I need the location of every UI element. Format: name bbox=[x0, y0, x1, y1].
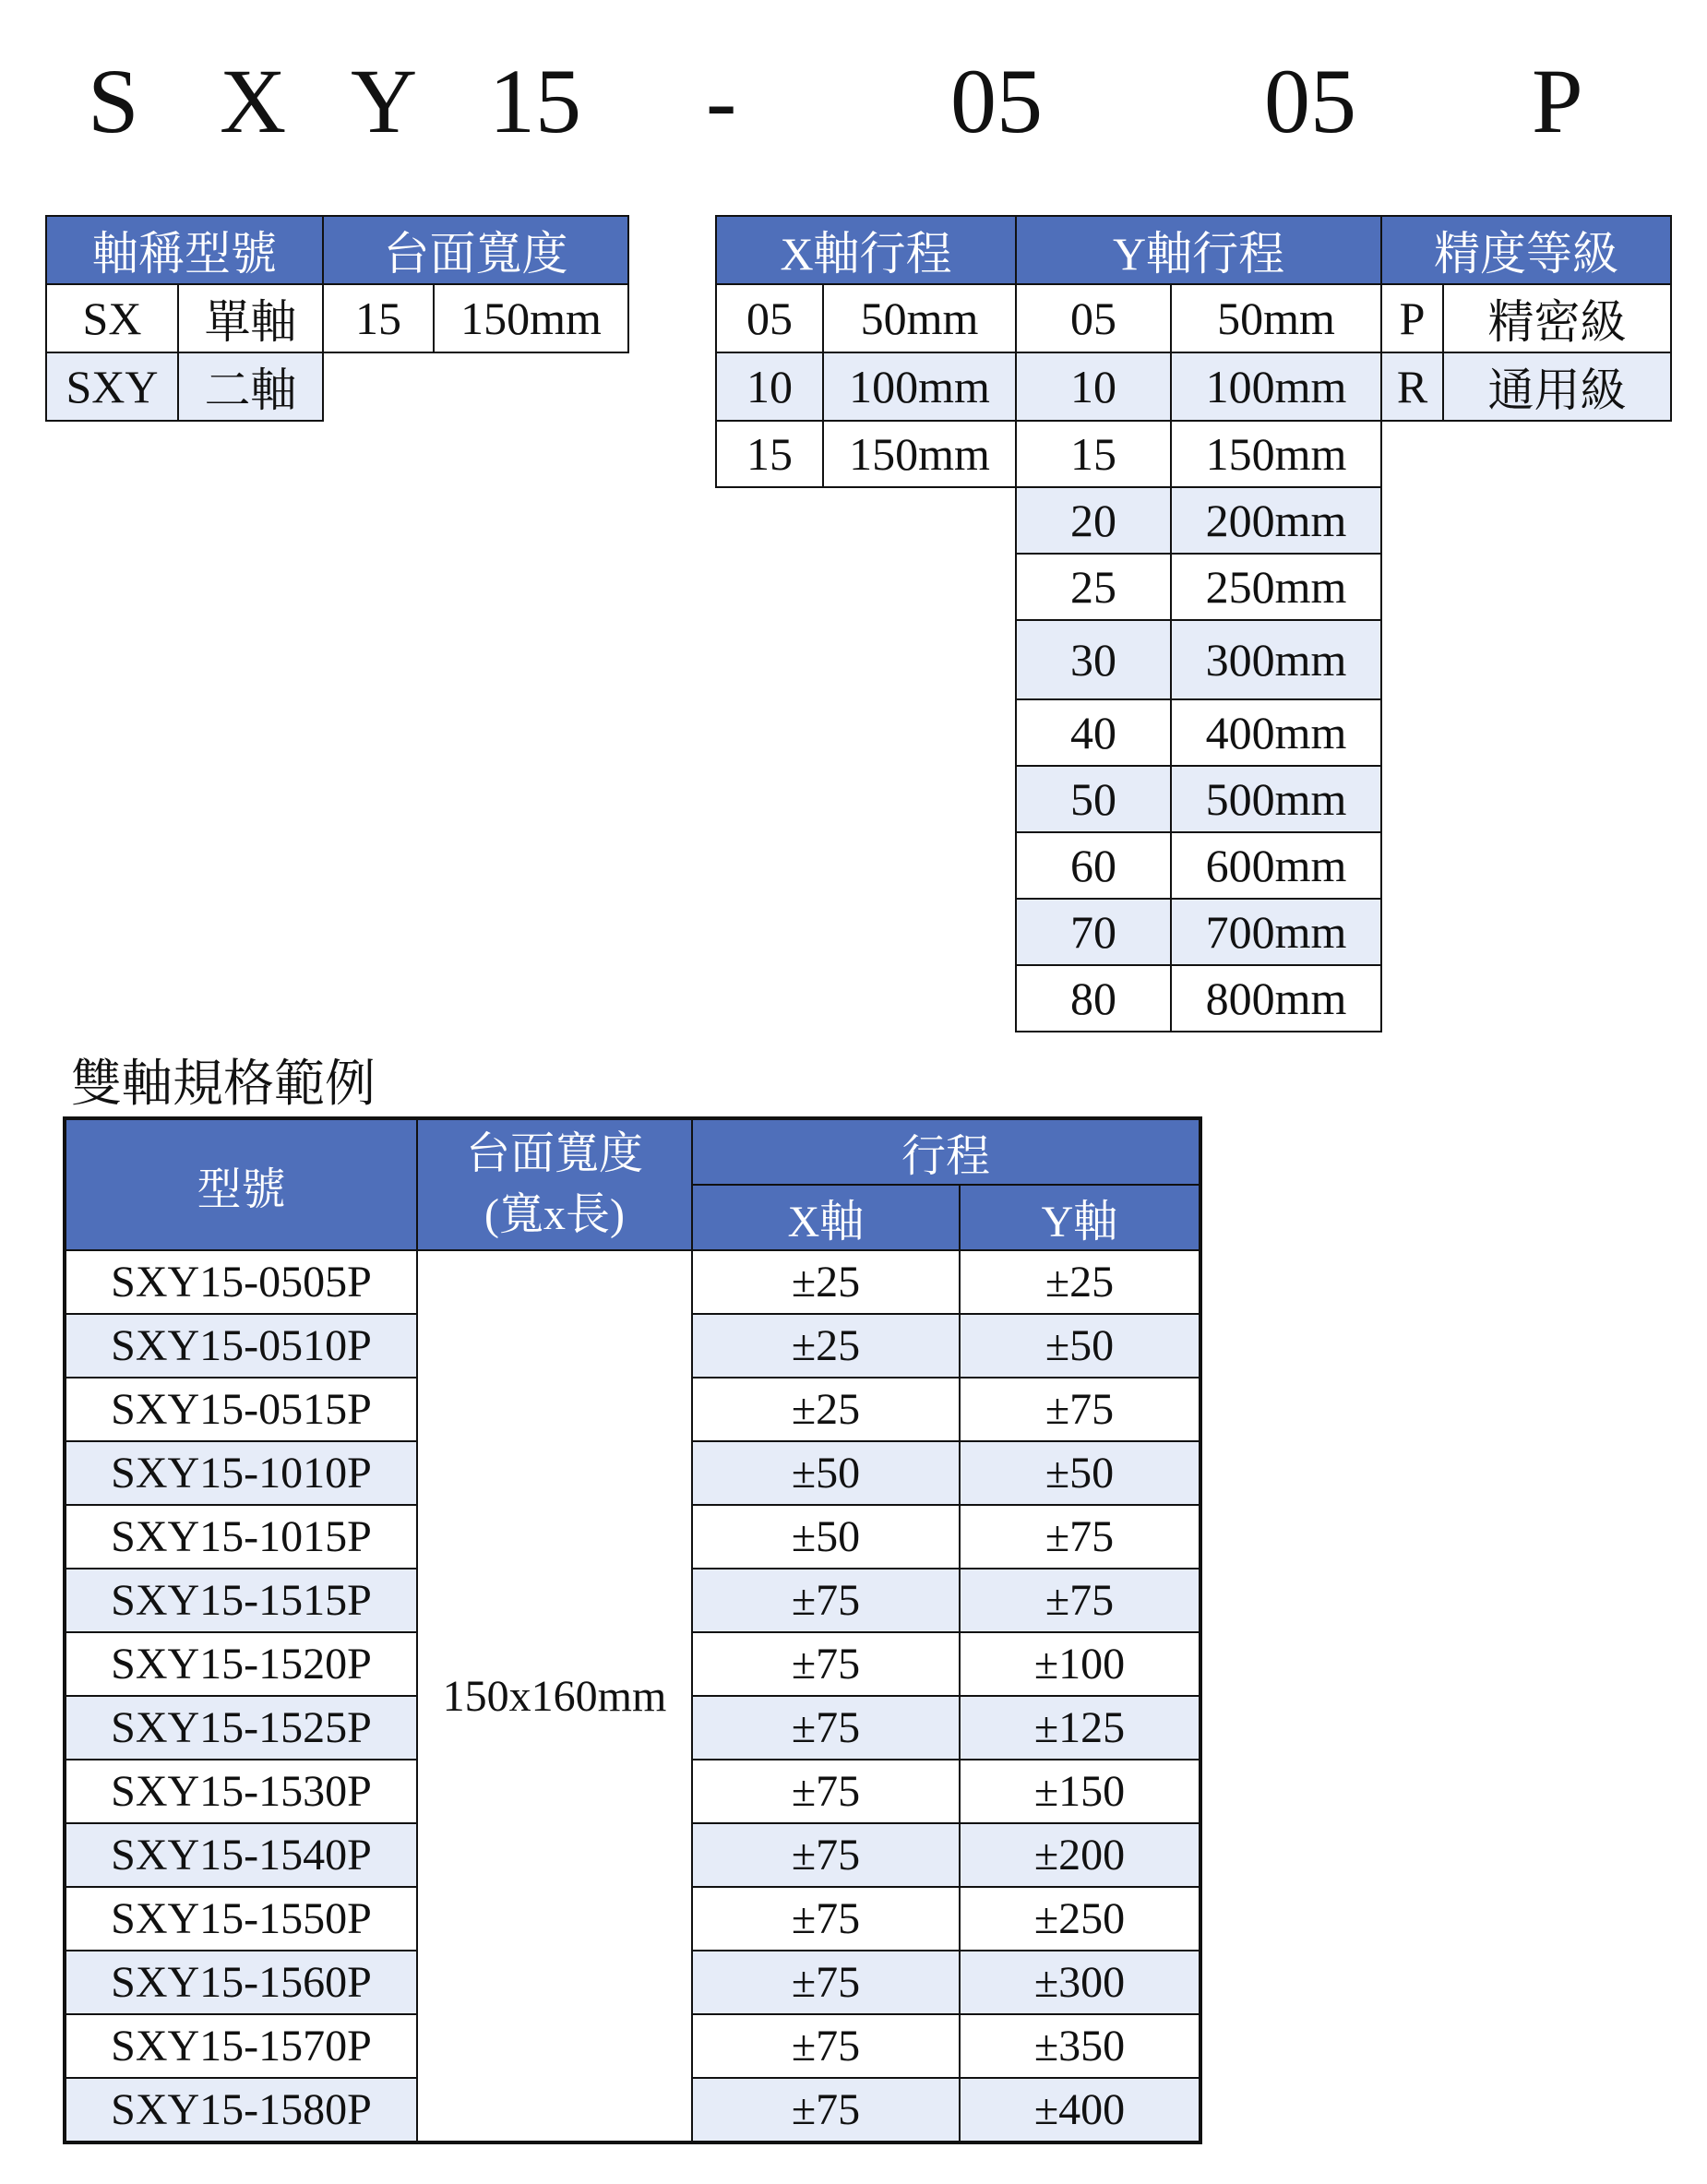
y-value-cell: 400mm bbox=[1171, 699, 1381, 766]
y-value-cell: 500mm bbox=[1171, 766, 1381, 832]
model-cell: SXY15-1550P bbox=[65, 1887, 417, 1951]
table-row bbox=[716, 421, 1671, 487]
y-code-cell: 80 bbox=[1016, 965, 1171, 1032]
y-code-cell: 15 bbox=[1016, 421, 1171, 487]
x-value-cell: 50mm bbox=[823, 284, 1016, 352]
y-travel-cell: ±50 bbox=[960, 1441, 1200, 1505]
table-size-header-line2: (寬x長) bbox=[484, 1190, 625, 1239]
travel-header: 行程 bbox=[692, 1118, 1200, 1185]
code-precision: P bbox=[1532, 50, 1583, 152]
y-travel-cell: ±350 bbox=[960, 2014, 1200, 2078]
model-cell: SXY15-1540P bbox=[65, 1823, 417, 1887]
y-travel-cell: ±250 bbox=[960, 1887, 1200, 1951]
x-travel-cell: ±75 bbox=[692, 1569, 960, 1632]
precision-code-cell: P bbox=[1381, 284, 1443, 352]
y-travel-header: Y軸行程 bbox=[1016, 216, 1381, 284]
table-row bbox=[46, 352, 628, 421]
y-travel-cell: ±75 bbox=[960, 1569, 1200, 1632]
y-value-cell: 200mm bbox=[1171, 487, 1381, 554]
x-travel-cell: ±75 bbox=[692, 2078, 960, 2142]
code-axis-y: Y bbox=[351, 50, 418, 152]
model-cell: SXY15-1520P bbox=[65, 1632, 417, 1696]
y-value-cell: 100mm bbox=[1171, 352, 1381, 421]
table-size-header bbox=[417, 1118, 692, 1250]
table-row bbox=[716, 352, 1671, 421]
x-travel-cell: ±75 bbox=[692, 1951, 960, 2014]
axis-model-header: 軸稱型號 bbox=[46, 216, 323, 284]
model-cell: SXY15-1570P bbox=[65, 2014, 417, 2078]
y-axis-header: Y軸 bbox=[960, 1185, 1200, 1250]
travel-table bbox=[715, 215, 1672, 1032]
y-travel-cell: ±125 bbox=[960, 1696, 1200, 1760]
code-width: 15 bbox=[489, 50, 581, 152]
y-travel-cell: ±150 bbox=[960, 1760, 1200, 1823]
model-cell: SXY15-1015P bbox=[65, 1505, 417, 1569]
axis-table bbox=[45, 215, 629, 422]
code-axis-x: X bbox=[220, 50, 287, 152]
x-code-cell: 10 bbox=[716, 352, 823, 421]
y-code-cell: 70 bbox=[1016, 899, 1171, 965]
y-value-cell: 50mm bbox=[1171, 284, 1381, 352]
y-travel-cell: ±400 bbox=[960, 2078, 1200, 2142]
x-travel-cell: ±25 bbox=[692, 1250, 960, 1314]
y-value-cell: 150mm bbox=[1171, 421, 1381, 487]
model-cell: SXY15-0510P bbox=[65, 1314, 417, 1378]
empty-cell bbox=[1381, 421, 1671, 1032]
table-row bbox=[46, 284, 628, 352]
code-dash: - bbox=[706, 50, 737, 152]
y-code-cell: 20 bbox=[1016, 487, 1171, 554]
code-y-travel: 05 bbox=[1264, 50, 1356, 152]
x-travel-cell: ±50 bbox=[692, 1441, 960, 1505]
precision-header: 精度等級 bbox=[1381, 216, 1671, 284]
code-x-travel: 05 bbox=[950, 50, 1043, 152]
axis-name-cell: 單軸 bbox=[178, 284, 323, 352]
table-size-cell: 150x160mm bbox=[417, 1250, 692, 2142]
x-travel-cell: ±25 bbox=[692, 1314, 960, 1378]
empty-cell bbox=[323, 352, 628, 421]
axis-name-cell: 二軸 bbox=[178, 352, 323, 421]
empty-cell bbox=[716, 487, 1016, 1032]
x-travel-cell: ±25 bbox=[692, 1378, 960, 1441]
y-value-cell: 800mm bbox=[1171, 965, 1381, 1032]
x-travel-header: X軸行程 bbox=[716, 216, 1016, 284]
width-code-cell: 15 bbox=[323, 284, 434, 352]
y-travel-cell: ±50 bbox=[960, 1314, 1200, 1378]
y-travel-cell: ±75 bbox=[960, 1505, 1200, 1569]
table-size-header-line1: 台面寬度 bbox=[465, 1129, 643, 1178]
y-value-cell: 700mm bbox=[1171, 899, 1381, 965]
x-code-cell: 15 bbox=[716, 421, 823, 487]
y-code-cell: 50 bbox=[1016, 766, 1171, 832]
y-travel-cell: ±300 bbox=[960, 1951, 1200, 2014]
y-value-cell: 600mm bbox=[1171, 832, 1381, 899]
axis-code-cell: SXY bbox=[46, 352, 178, 421]
y-travel-cell: ±75 bbox=[960, 1378, 1200, 1441]
model-cell: SXY15-1560P bbox=[65, 1951, 417, 2014]
axis-code-cell: SX bbox=[46, 284, 178, 352]
model-cell: SXY15-1515P bbox=[65, 1569, 417, 1632]
y-code-cell: 25 bbox=[1016, 554, 1171, 620]
model-cell: SXY15-1580P bbox=[65, 2078, 417, 2142]
table-width-header: 台面寬度 bbox=[323, 216, 628, 284]
example-caption: 雙軸規格範例 bbox=[71, 1056, 376, 1112]
y-code-cell: 40 bbox=[1016, 699, 1171, 766]
model-cell: SXY15-1530P bbox=[65, 1760, 417, 1823]
x-axis-header: X軸 bbox=[692, 1185, 960, 1250]
model-header: 型號 bbox=[65, 1118, 417, 1250]
model-cell: SXY15-1525P bbox=[65, 1696, 417, 1760]
y-travel-cell: ±100 bbox=[960, 1632, 1200, 1696]
model-cell: SXY15-0505P bbox=[65, 1250, 417, 1314]
y-code-cell: 10 bbox=[1016, 352, 1171, 421]
model-cell: SXY15-0515P bbox=[65, 1378, 417, 1441]
x-travel-cell: ±75 bbox=[692, 1887, 960, 1951]
x-travel-cell: ±75 bbox=[692, 1823, 960, 1887]
y-code-cell: 30 bbox=[1016, 620, 1171, 699]
x-travel-cell: ±75 bbox=[692, 1760, 960, 1823]
x-value-cell: 150mm bbox=[823, 421, 1016, 487]
precision-code-cell: R bbox=[1381, 352, 1443, 421]
width-value-cell: 150mm bbox=[434, 284, 628, 352]
code-series-s: S bbox=[88, 50, 139, 152]
model-cell: SXY15-1010P bbox=[65, 1441, 417, 1505]
x-code-cell: 05 bbox=[716, 284, 823, 352]
x-value-cell: 100mm bbox=[823, 352, 1016, 421]
y-travel-cell: ±25 bbox=[960, 1250, 1200, 1314]
y-travel-cell: ±200 bbox=[960, 1823, 1200, 1887]
x-travel-cell: ±75 bbox=[692, 2014, 960, 2078]
example-table bbox=[63, 1116, 1202, 2144]
y-code-cell: 60 bbox=[1016, 832, 1171, 899]
x-travel-cell: ±50 bbox=[692, 1505, 960, 1569]
precision-name-cell: 通用級 bbox=[1443, 352, 1671, 421]
x-travel-cell: ±75 bbox=[692, 1632, 960, 1696]
x-travel-cell: ±75 bbox=[692, 1696, 960, 1760]
y-code-cell: 05 bbox=[1016, 284, 1171, 352]
precision-name-cell: 精密級 bbox=[1443, 284, 1671, 352]
y-value-cell: 250mm bbox=[1171, 554, 1381, 620]
table-row bbox=[65, 1250, 1200, 1314]
table-row bbox=[716, 284, 1671, 352]
y-value-cell: 300mm bbox=[1171, 620, 1381, 699]
